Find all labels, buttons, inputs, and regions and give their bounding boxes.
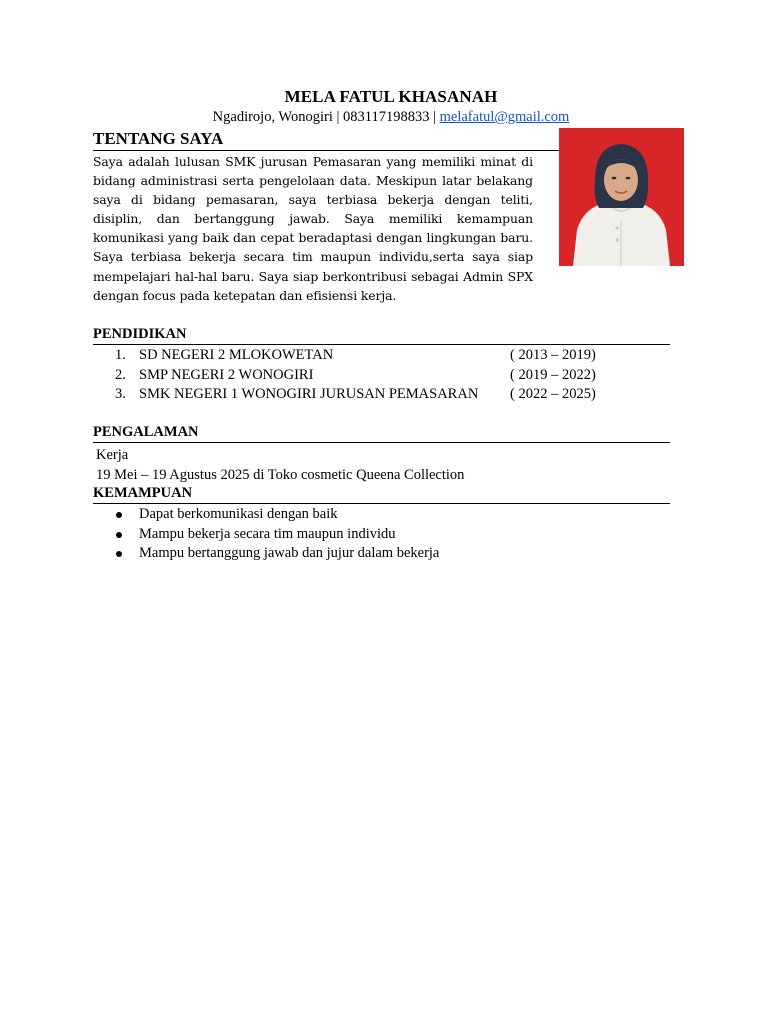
education-number: 1. bbox=[115, 347, 126, 363]
skill-item bbox=[93, 545, 439, 565]
bullet-icon bbox=[116, 532, 122, 538]
bullet-icon bbox=[116, 512, 122, 518]
skill-item bbox=[93, 526, 439, 546]
experience-section bbox=[96, 445, 464, 485]
education-item bbox=[93, 367, 670, 387]
skill-text: Mampu bekerja secara tim maupun individu bbox=[139, 525, 396, 542]
about-section bbox=[93, 152, 669, 305]
education-school: SMK NEGERI 1 WONOGIRI JURUSAN PEMASARAN bbox=[139, 386, 479, 402]
contact-info: Ngadirojo, Wonogiri | 083117198833 | bbox=[212, 109, 440, 125]
contact-line bbox=[0, 109, 768, 126]
skill-item bbox=[93, 506, 439, 526]
experience-section-title: PENGALAMAN bbox=[93, 424, 670, 443]
about-text: Saya adalah lulusan SMK jurusan Pemasaran yang memiliki minat di bidang administrasi serta pengelolaan data. Meskipun latar belakang saya di bidang pemasaran, saya terbiasa bekerja dengan teliti, disiplin, dan bertanggung jawab. Saya memiliki kemampuan komunikasi yang baik dan cepat beradaptasi dengan lingkungan baru. Saya terbiasa bekerja secara tim maupun individu,serta saya siap mempelajari hal-hal baru. Saya siap berkontribusi sebagai Admin SPX dengan focus pada ketepatan dan efisiensi kerja. bbox=[93, 154, 533, 303]
skill-text: Dapat berkomunikasi dengan baik bbox=[139, 506, 338, 522]
skills-list bbox=[93, 506, 439, 565]
education-school: SMP NEGERI 2 WONOGIRI bbox=[139, 366, 314, 383]
education-number: 2. bbox=[115, 366, 126, 383]
email-link[interactable]: melafatul@gmail.com bbox=[439, 109, 570, 125]
experience-role: Kerja bbox=[96, 447, 129, 463]
education-item bbox=[93, 347, 670, 367]
education-years: ( 2022 – 2025) bbox=[510, 386, 596, 402]
education-years: ( 2013 – 2019) bbox=[510, 347, 596, 363]
education-item bbox=[93, 386, 670, 406]
bullet-icon bbox=[116, 551, 122, 557]
experience-detail: 19 Mei – 19 Agustus 2025 di Toko cosmetic Queena Collection bbox=[96, 467, 465, 483]
skill-text: Mampu bertanggung jawab dan jujur dalam bekerja bbox=[139, 545, 440, 561]
education-years: ( 2019 – 2022) bbox=[510, 366, 596, 383]
education-list bbox=[93, 347, 670, 406]
education-school: SD NEGERI 2 MLOKOWETAN bbox=[139, 347, 334, 363]
education-section-title: PENDIDIKAN bbox=[93, 326, 670, 345]
candidate-name: MELA FATUL KHASANAH bbox=[284, 87, 498, 106]
education-number: 3. bbox=[115, 386, 126, 402]
about-section-title: TENTANG SAYA bbox=[93, 129, 559, 151]
skills-section-title: KEMAMPUAN bbox=[93, 485, 670, 504]
